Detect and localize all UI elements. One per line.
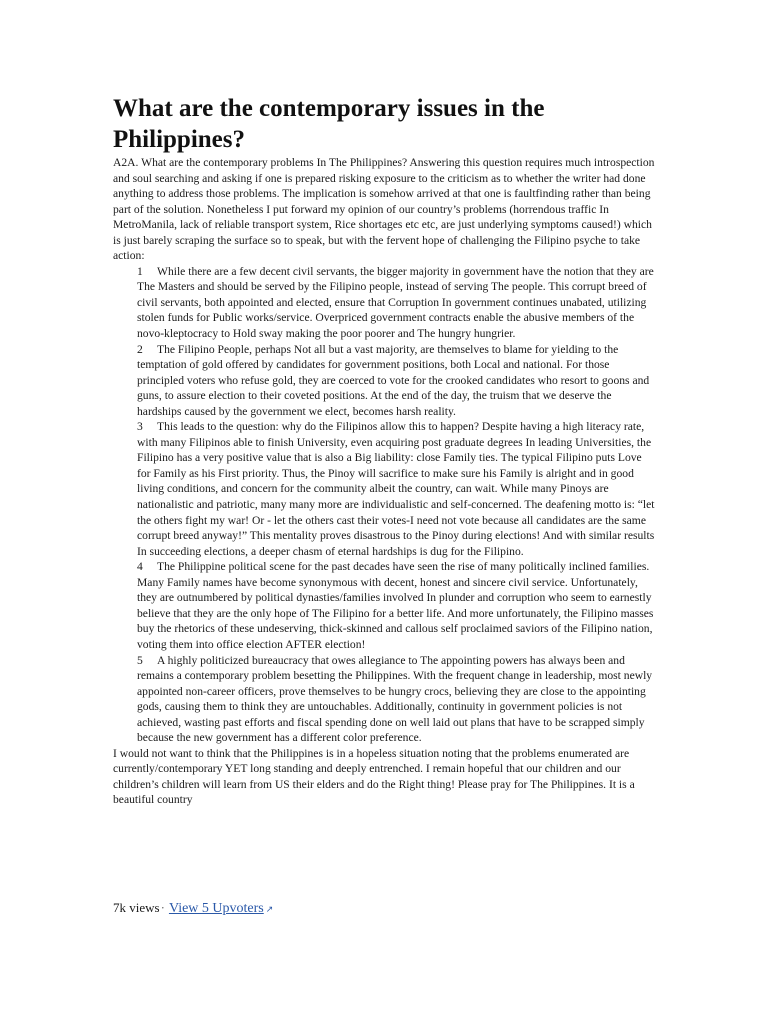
item-text: The Philippine political scene for the past decades have seen the rise of many politically inclined families. Many Family names have become synonymous with decent, honest and sincere civil service. Unfortunately, they are outnumbered by political dynasties/families involved In plunder and corruption who seem to earnestly believe that they are the only hope of The Filipino for a better life. And more unfortunately, the Filipino masses buy the rhetorics of these undeserving, thick-skinned and callous self proclaimed saviors of the Filipino nation, voting them into office election AFTER election! (137, 560, 654, 651)
closing-paragraph: I would not want to think that the Philippines is in a hopeless situation noting that the problems enumerated are currently/contemporary YET long standing and deeply entrenched. I remain hopeful that our children and our children’s children will learn from US their elders and do the Right thing! Please pray for The Philippines. It is a beautiful country (113, 746, 635, 807)
answer-footer (113, 898, 273, 920)
list-item (113, 342, 658, 420)
list-item (113, 559, 658, 652)
intro-paragraph: A2A. What are the contemporary problems In The Philippines? Answering this question requires much introspection and soul searching and asking if one is prepared risking exposure to the criticism as to whether the writer had done anything to address those problems. The implication is somehow arrived at that one is faultfinding rather than being part of the solution. Nonetheless I put forward my opinion of our country’s problems (horrendous traffic In MetroManila, lack of reliable transport system, Rice shortages etc etc, are just underlying symptoms caused!) which is just barely scraping the surface so to speak, but with the fervent hope of challenging the Filipino psyche to take action: (113, 156, 655, 263)
item-number: 3 (137, 420, 143, 434)
item-number: 5 (137, 653, 143, 667)
item-number: 4 (137, 560, 143, 574)
question-title: What are the contemporary issues in the Philippines? (113, 95, 545, 153)
list-item (113, 264, 658, 342)
item-number: 2 (137, 342, 143, 356)
external-link-icon: ↗ (265, 905, 274, 915)
item-text: The Filipino People, perhaps Not all but a vast majority, are themselves to blame for yielding to the temptation of gold offered by candidates for government positions, both Local and national. For those principled voters who refuse gold, they are coerced to vote for the crooked candidates who resort to goons and guns, to assure election to their coveted positions. At the end of the day, the truism that we deserve the hardships caused by the government we elect, becomes harsh reality. (137, 342, 650, 418)
item-text: While there are a few decent civil servants, the bigger majority in government have the notion that they are The Masters and should be served by the Filipino people, instead of serving The people. This corrupt breed of civil servants, both appointed and elected, ensure that Corruption In government continues unabated, utilizing stolen funds for Public works/service. Overpriced government contracts enable the abusive members of the novo-kleptocracy to Hold sway making the poor poorer and The hungry hungrier. (137, 264, 654, 341)
item-number: 1 (137, 264, 143, 278)
item-text: This leads to the question: why do the Filipinos allow this to happen? Despite having a high literacy rate, with many Filipinos able to finish University, even acquiring post graduate degrees In leading Universities, the Filipino has a very positive value that is also a Big liability: close Family ties. The typical Filipino puts Love for Family as his First priority. Thus, the Pinoy will sacrifice to make sure his Family is alright and in good living conditions, and concern for the community albeit the country, can wait. While many Pinoys are nationalistic and patriotic, many many more are individualistic and self-concerned. The deafening motto is: “let the others fight my war! Or - let the others cast their votes-I need not vote because all candidates are the same corrupt breed anyway!” This mentality proves disastrous to the Pinoy during elections! And with similar results In succeeding elections, a deeper chasm of eternal hardships is dug for the Filipino. (137, 420, 655, 558)
answer-body (113, 155, 658, 808)
item-text: A highly politicized bureaucracy that owes allegiance to The appointing powers has always been and remains a contemporary problem besetting the Philippines. With the frequent change in leadership, most newly appointed non-career officers, prove themselves to be hungry crocs, believing they are close to the appointing gods, causing them to think they are untouchables. Additionally, continuity in government policies is not achieved, wasting past efforts and fiscal spending done on well laid out plans that have to be scrapped simply because the new government has a different color preference. (137, 653, 653, 745)
footer-separator: · (160, 900, 165, 915)
list-item (113, 653, 658, 746)
view-upvoters-link[interactable]: View 5 Upvoters (168, 901, 264, 916)
view-count: 7k views (113, 900, 160, 915)
list-item (113, 419, 658, 559)
